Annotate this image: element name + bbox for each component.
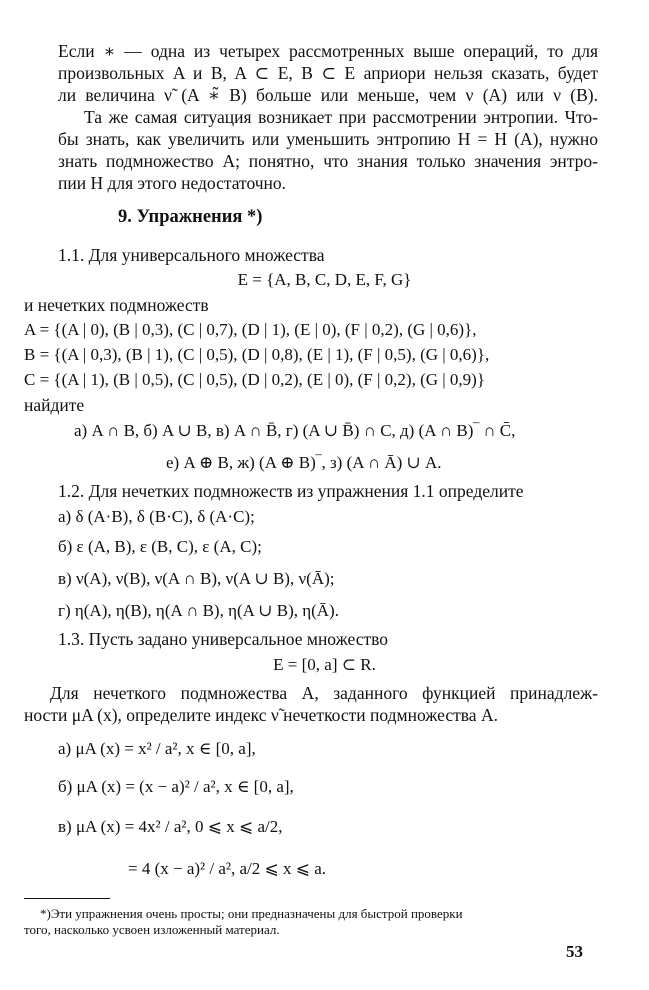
- exercise-1-2-row-b: б) ε (A, B), ε (B, C), ε (A, C);: [58, 537, 262, 556]
- set-a-definition: A = {(A | 0), (B | 0,3), (C | 0,7), (D | 1), (E | 0), (F | 0,2), (G | 0,6)},: [24, 320, 477, 339]
- exercise-1-3-text-2: ности μA (x), определите индекс ν̃ нечеткости подмножества A.: [24, 705, 498, 725]
- section-heading: 9. Упражнения *): [118, 207, 263, 227]
- tasks-row-1: а) A ∩ B, б) A ∪ B, в) A ∩ B̄, г) (A ∪ B̄) ∩ C, д) (A ∩ B)‾ ∩ C̄,: [74, 421, 516, 440]
- exercise-1-2-intro: 1.2. Для нечетких подмножеств из упражнения 1.1 определите: [58, 481, 524, 501]
- page-number: 53: [566, 942, 583, 961]
- find-label: найдите: [24, 395, 85, 415]
- set-b-definition: B = {(A | 0,3), (B | 1), (C | 0,5), (D | 0,8), (E | 1), (F | 0,5), (G | 0,6)},: [24, 345, 490, 364]
- exercise-1-2-row-d: г) η(A), η(B), η(A ∩ B), η(A ∪ B), η(Ā).: [58, 601, 339, 620]
- subsets-label: и нечетких подмножеств: [24, 295, 209, 315]
- intro-line-6: знать подмножество A; понятно, что знания только значения энтро-: [58, 151, 598, 171]
- exercise-1-3-intro: 1.3. Пусть задано универсальное множество: [58, 629, 388, 649]
- case-b: б) μA (x) = (x − a)² / a², x ∈ [0, a],: [58, 777, 294, 796]
- tasks-row-2: е) A ⊕ B, ж) (A ⊕ B)‾, з) (A ∩ Ā) ∪ A.: [166, 453, 442, 472]
- interval-universe: E = [0, a] ⊂ R.: [273, 655, 376, 674]
- intro-line-4: Та же самая ситуация возникает при рассмотрении энтропии. Что-: [84, 107, 598, 127]
- intro-line-7: пии H для этого недостаточно.: [58, 173, 287, 193]
- case-c-continued: = 4 (x − a)² / a², a/2 ⩽ x ⩽ a.: [128, 859, 327, 878]
- exercise-1-1-intro: 1.1. Для универсального множества: [58, 245, 325, 265]
- footnote-line-1: *)Эти упражнения очень просты; они предназначены для быстрой проверки: [40, 906, 463, 921]
- case-a: а) μA (x) = x² / a², x ∈ [0, a],: [58, 739, 256, 758]
- exercise-1-2-row-c: в) ν(A), ν(B), ν(A ∩ B), ν(A ∪ B), ν(Ā);: [58, 569, 335, 588]
- intro-line-5: бы знать, как увеличить или уменьшить энтропию H = H (A), нужно: [58, 129, 598, 149]
- universe-set: E = {A, B, C, D, E, F, G}: [237, 270, 412, 289]
- intro-line-1: Если ∗ — одна из четырех рассмотренных выше операций, то для: [58, 41, 598, 61]
- footnote-rule: [24, 898, 110, 899]
- set-c-definition: C = {(A | 1), (B | 0,5), (C | 0,5), (D | 0,2), (E | 0), (F | 0,2), (G | 0,9)}: [24, 370, 485, 389]
- exercise-1-2-row-a: а) δ (A·B), δ (B·C), δ (A·C);: [58, 507, 255, 526]
- footnote-line-2: того, насколько усвоен изложенный материал.: [24, 922, 280, 937]
- intro-line-2: произвольных A и B, A ⊂ E, B ⊂ E априори нельзя сказать, будет: [58, 63, 598, 83]
- case-c: в) μA (x) = 4x² / a², 0 ⩽ x ⩽ a/2,: [58, 817, 283, 836]
- intro-line-3: ли величина ν̃ (A ∗̃ B) больше или меньше, чем ν (A) или ν (B).: [58, 85, 598, 105]
- exercise-1-3-text-1: Для нечеткого подмножества A, заданного функцией принадлеж-: [50, 683, 598, 703]
